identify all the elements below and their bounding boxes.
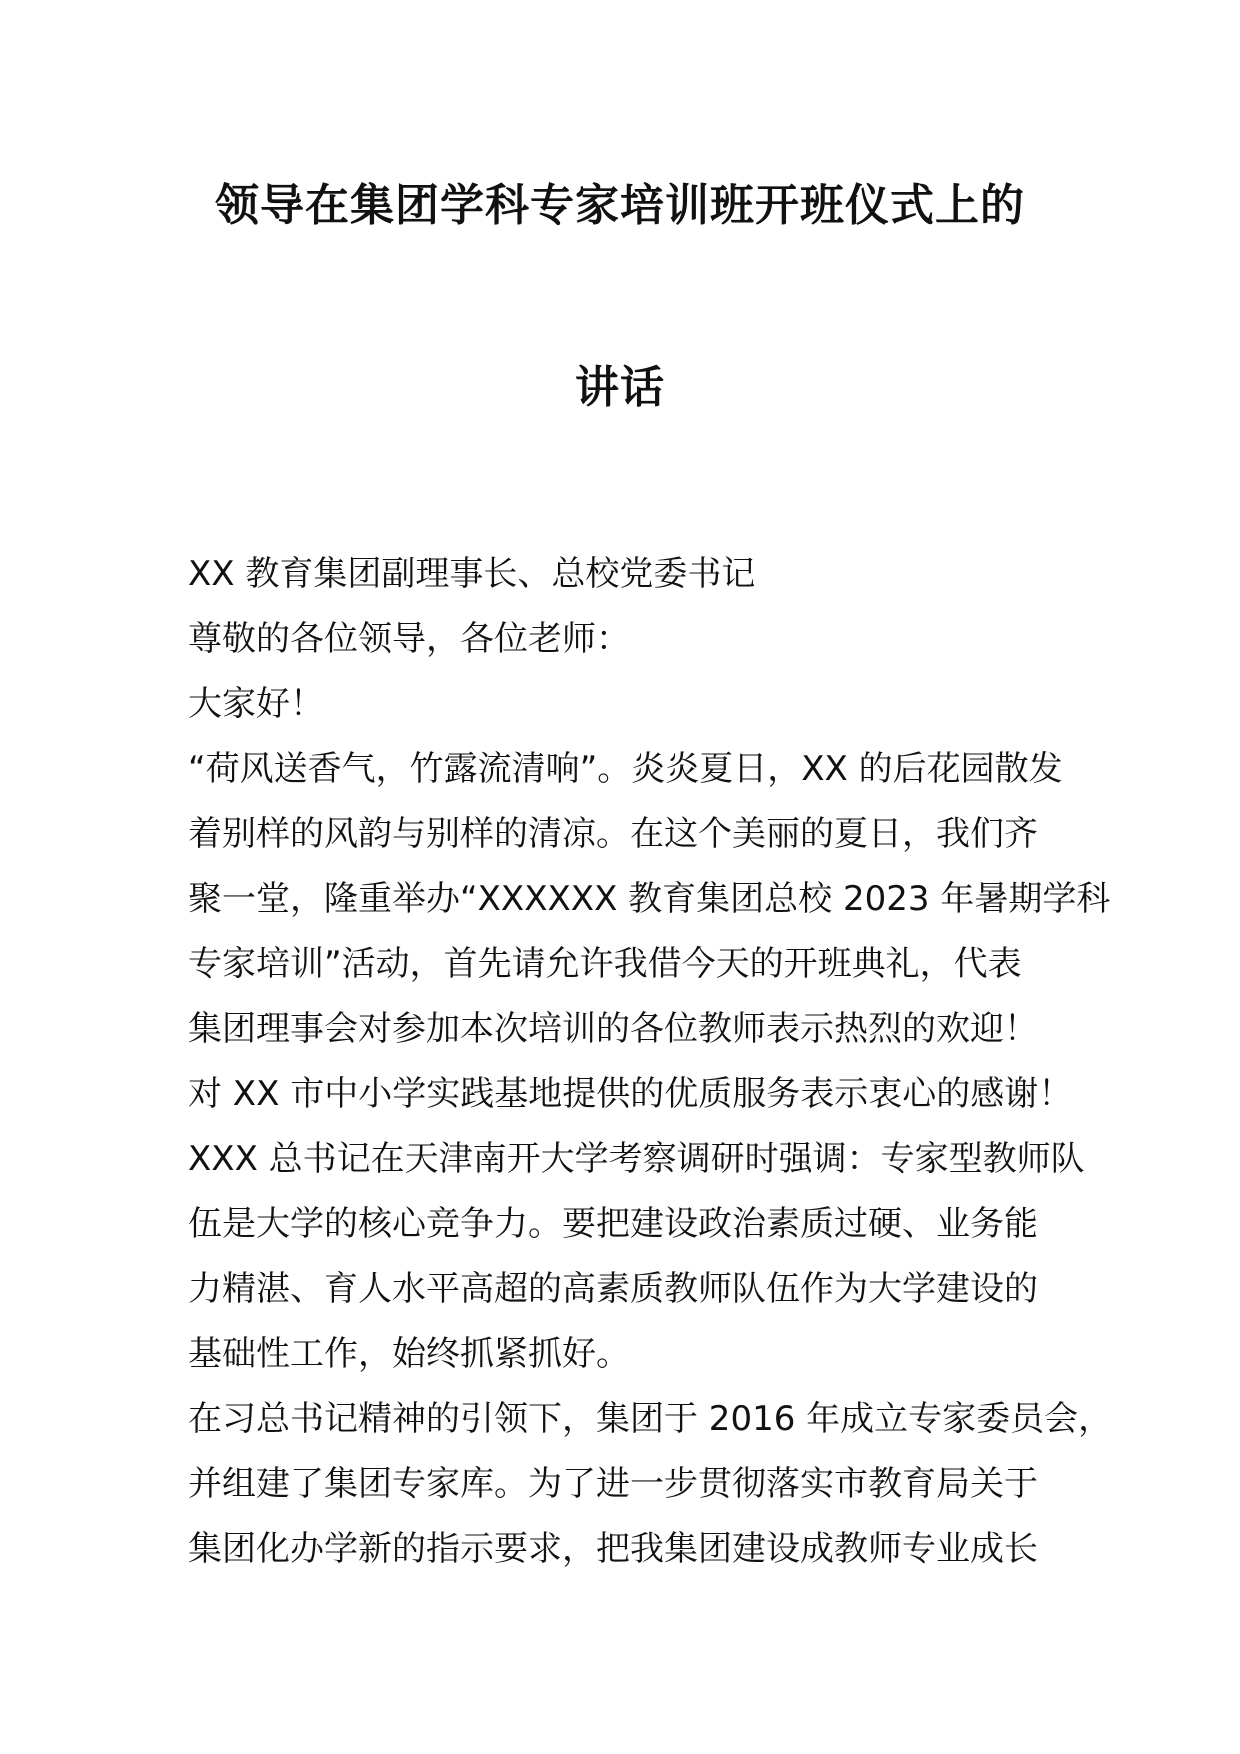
body-line: 聚一堂，隆重举办“XXXXXX 教育集团总校 2023 年暑期学科 bbox=[188, 879, 1111, 919]
body-line: 尊敬的各位领导，各位老师： bbox=[188, 619, 630, 659]
body-line: 并组建了集团专家库。为了进一步贯彻落实市教育局关于 bbox=[188, 1464, 1038, 1504]
body-line: 基础性工作，始终抓紧抓好。 bbox=[188, 1334, 630, 1374]
body-line: 力精湛、育人水平高超的高素质教师队伍作为大学建设的 bbox=[188, 1269, 1038, 1309]
body-line: 对 XX 市中小学实践基地提供的优质服务表示衷心的感谢！ bbox=[188, 1074, 1073, 1114]
body-line: XXX 总书记在天津南开大学考察调研时强调：专家型教师队 bbox=[188, 1139, 1085, 1179]
body-line: 伍是大学的核心竞争力。要把建设政治素质过硬、业务能 bbox=[188, 1204, 1038, 1244]
body-line: 在习总书记精神的引领下，集团于 2016 年成立专家委员会， bbox=[188, 1399, 1113, 1439]
body-line: 集团理事会对参加本次培训的各位教师表示热烈的欢迎！ bbox=[188, 1009, 1038, 1049]
document-body bbox=[188, 542, 1113, 1582]
body-line: 着别样的风韵与别样的清凉。在这个美丽的夏日，我们齐 bbox=[188, 814, 1038, 854]
body-line: XX 教育集团副理事长、总校党委书记 bbox=[188, 554, 756, 594]
document-title-line-2: 讲话 bbox=[575, 362, 665, 413]
document-title-line-1: 领导在集团学科专家培训班开班仪式上的 bbox=[215, 180, 1025, 231]
body-line: 大家好！ bbox=[188, 684, 324, 724]
body-line: 专家培训”活动，首先请允许我借今天的开班典礼，代表 bbox=[188, 944, 1022, 984]
body-line: “荷风送香气，竹露流清响”。炎炎夏日，XX 的后花园散发 bbox=[188, 749, 1063, 789]
body-line: 集团化办学新的指示要求，把我集团建设成教师专业成长 bbox=[188, 1529, 1038, 1569]
